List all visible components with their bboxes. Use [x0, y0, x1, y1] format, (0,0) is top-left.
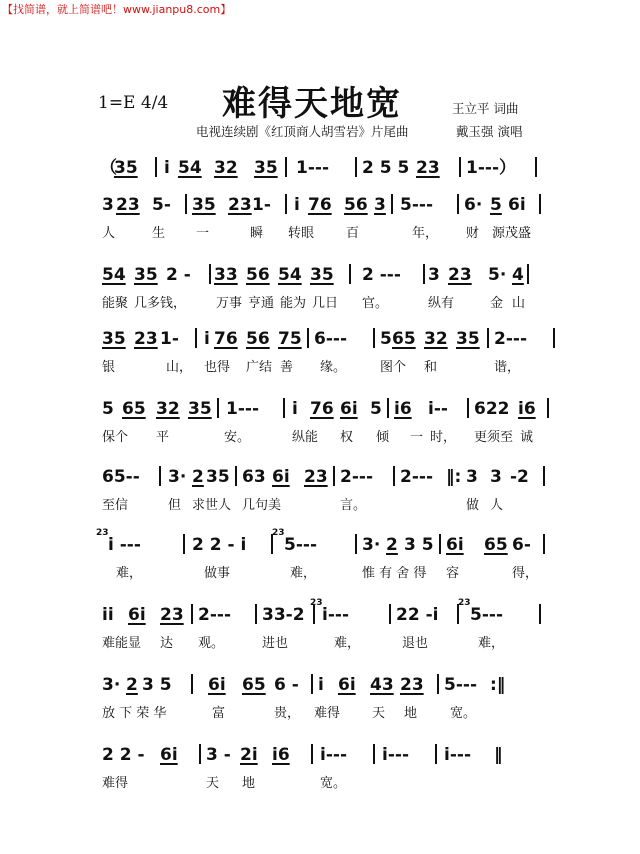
notation-line	[0, 388, 640, 420]
note-group: 2	[126, 675, 138, 695]
note-group: 1-	[160, 329, 179, 349]
bar-line	[311, 744, 313, 764]
bar-line	[387, 398, 389, 418]
note-group: 2	[192, 467, 204, 487]
lyric: 宽。	[450, 706, 477, 721]
note-group: 5	[370, 399, 382, 419]
note-group: 2 -	[166, 265, 191, 285]
lyric: 富	[212, 706, 226, 721]
note-group: i	[318, 675, 324, 695]
lyric: 保个	[102, 430, 129, 445]
note-group: i	[164, 158, 170, 178]
note-group: 54	[278, 265, 302, 285]
note-group: 5	[102, 399, 114, 419]
bar-line	[393, 466, 395, 486]
note-group: 6---	[314, 329, 347, 349]
bar-line	[191, 674, 193, 694]
note-group: 35	[206, 467, 230, 487]
bar-line	[285, 194, 287, 214]
bar-line	[423, 264, 425, 284]
note-group: 23	[116, 195, 140, 215]
note-group: i6	[394, 399, 412, 419]
note-group: 5-	[152, 195, 171, 215]
lyric: 地	[242, 776, 256, 791]
note-group: ‖	[494, 745, 503, 765]
subtitle: 电视连续剧《红顶商人胡雪岩》片尾曲	[196, 124, 409, 139]
lyric: 源茂盛	[492, 226, 532, 241]
score-row	[0, 524, 640, 586]
note-group: 6i	[338, 675, 356, 695]
bar-line	[255, 604, 257, 624]
lyric: 财	[466, 226, 480, 241]
note-group: 1---）	[466, 158, 516, 178]
notation-line	[0, 664, 640, 696]
note-group: 2 5 5	[362, 158, 410, 178]
note-group: 6i	[272, 467, 290, 487]
note-group: 56	[246, 265, 270, 285]
grace-note: 23	[272, 528, 285, 538]
lyricist-composer: 王立平 词曲	[452, 101, 519, 116]
note-group: 76	[310, 399, 334, 419]
note-group: 3·	[168, 467, 187, 487]
lyric: 山	[512, 296, 526, 311]
note-group: 76	[214, 329, 238, 349]
lyric: 天	[372, 706, 386, 721]
lyric: 纵能	[292, 430, 319, 445]
note-group: 65	[122, 399, 146, 419]
note-group: 63	[242, 467, 266, 487]
key-signature: 1=E 4/4	[98, 93, 169, 113]
note-group: 2---	[494, 329, 527, 349]
bar-line	[543, 466, 545, 486]
lyric: 善	[280, 360, 294, 375]
bar-line	[539, 604, 541, 624]
lyric: 难得	[102, 776, 129, 791]
note-group: i	[292, 399, 298, 419]
score-row	[0, 318, 640, 380]
note-group: 23	[134, 329, 158, 349]
note-group: 43	[370, 675, 394, 695]
lyric: 纵有	[428, 296, 455, 311]
note-group: 65--	[102, 467, 140, 487]
bar-line	[535, 157, 537, 177]
note-group: 5	[490, 195, 502, 215]
bar-line	[355, 157, 357, 177]
lyric: 难，	[478, 636, 505, 651]
note-group: 1---	[296, 158, 329, 178]
note-group: 35	[114, 158, 138, 178]
note-group: 3·	[362, 535, 381, 555]
score-row	[0, 388, 640, 450]
note-group: 3·	[102, 675, 121, 695]
note-group: i---	[382, 745, 409, 765]
lyric: 缘。	[320, 360, 347, 375]
note-group: i--	[428, 399, 448, 419]
note-group: 54	[102, 265, 126, 285]
note-group: （	[100, 158, 117, 178]
lyric: 官。	[362, 296, 389, 311]
score-row	[0, 594, 640, 656]
bar-line	[285, 157, 287, 177]
lyric: 百	[346, 226, 360, 241]
lyric: 容	[446, 566, 460, 581]
notation-line	[0, 456, 640, 488]
note-group: 6i	[128, 605, 146, 625]
lyric: 一	[196, 226, 210, 241]
note-group: 2---	[340, 467, 373, 487]
note-group: 33	[214, 265, 238, 285]
bar-line	[467, 398, 469, 418]
lyric: 求世人	[192, 498, 232, 513]
lyric: 难，	[116, 566, 143, 581]
bar-line	[155, 157, 157, 177]
lyric: 金	[490, 296, 504, 311]
note-group: 6i	[208, 675, 226, 695]
grace-note: 23	[96, 528, 109, 538]
lyric: 权	[340, 430, 354, 445]
notation-line	[0, 147, 640, 179]
bar-line	[217, 398, 219, 418]
note-group: 56	[246, 329, 270, 349]
note-group: -2	[510, 467, 529, 487]
score-row	[0, 254, 640, 316]
note-group: :‖	[490, 675, 506, 695]
page-title: 难得天地宽	[222, 84, 402, 124]
note-group: 5---	[400, 195, 433, 215]
bar-line	[349, 264, 351, 284]
lyric: 时，	[430, 430, 457, 445]
bar-line	[373, 328, 375, 348]
lyric: 能为	[280, 296, 307, 311]
lyric: 几多钱，	[134, 296, 187, 311]
bar-line	[311, 674, 313, 694]
notation-line	[0, 524, 640, 556]
lyric: 言。	[340, 498, 367, 513]
note-group: 23	[448, 265, 472, 285]
bar-line	[183, 534, 185, 554]
note-group: 3	[374, 195, 386, 215]
note-group: 35	[456, 329, 480, 349]
lyric: 做事	[204, 566, 231, 581]
note-group: 4	[512, 265, 524, 285]
lyric: 宽。	[320, 776, 347, 791]
lyric: 贵，	[274, 706, 301, 721]
note-group: 2 ---	[362, 265, 401, 285]
note-group: 32	[214, 158, 238, 178]
bar-line	[355, 534, 357, 554]
score-row	[0, 184, 640, 246]
note-group: 35	[254, 158, 278, 178]
note-group: 33-2	[262, 605, 305, 625]
note-group: 5---	[470, 605, 503, 625]
lyric: 几句美	[242, 498, 282, 513]
note-group: 3 5	[404, 535, 434, 555]
lyric: 转眼	[288, 226, 315, 241]
bar-line	[191, 604, 193, 624]
bar-line	[283, 398, 285, 418]
lyric: 和	[424, 360, 438, 375]
score-row	[0, 456, 640, 518]
note-group: 65	[484, 535, 508, 555]
note-group: 6 -	[274, 675, 299, 695]
bar-line	[185, 194, 187, 214]
bar-line	[439, 534, 441, 554]
note-group: 2---	[400, 467, 433, 487]
lyric: 山，	[166, 360, 193, 375]
note-group: 6i	[160, 745, 178, 765]
lyric: 亨通	[248, 296, 275, 311]
note-group: 54	[178, 158, 202, 178]
lyric: 一	[410, 430, 424, 445]
lyric: 惟 有 舍 得	[362, 566, 427, 581]
note-group: 3	[428, 265, 440, 285]
note-group: 22 -i	[396, 605, 439, 625]
score-row	[0, 734, 640, 796]
note-group: 3	[490, 467, 502, 487]
lyric: 放 下 荣 华	[102, 706, 167, 721]
note-group: 1---	[226, 399, 259, 419]
lyric: 难得	[314, 706, 341, 721]
note-group: i6	[272, 745, 290, 765]
note-group: 3 5	[142, 675, 172, 695]
note-group: 76	[308, 195, 332, 215]
lyric: 也得	[204, 360, 231, 375]
bar-line	[307, 328, 309, 348]
lyric: 进也	[262, 636, 289, 651]
note-group: 35	[192, 195, 216, 215]
lyric: 诚	[520, 430, 534, 445]
note-group: 32	[156, 399, 180, 419]
note-group: i---	[320, 745, 347, 765]
note-group: 5---	[284, 535, 317, 555]
note-group: 35	[102, 329, 126, 349]
score-row	[0, 664, 640, 726]
note-group: 23	[228, 195, 252, 215]
singer-credit: 戴玉强 演唱	[456, 124, 523, 139]
lyric: 几日	[312, 296, 339, 311]
note-group: 56	[344, 195, 368, 215]
note-group: 3 -	[206, 745, 231, 765]
lyric: 谐，	[494, 360, 521, 375]
bar-line	[391, 194, 393, 214]
note-group: ii	[102, 605, 114, 625]
lyric: 瞬	[250, 226, 264, 241]
bar-line	[553, 328, 555, 348]
note-group: 2i	[240, 745, 258, 765]
lyric: 倾	[376, 430, 390, 445]
note-group: 65	[242, 675, 266, 695]
lyric: 难，	[290, 566, 317, 581]
notation-line	[0, 734, 640, 766]
lyric: 天	[206, 776, 220, 791]
bar-line	[459, 157, 461, 177]
lyric: 更须至	[474, 430, 514, 445]
note-group: 35	[188, 399, 212, 419]
note-group: 5---	[444, 675, 477, 695]
note-group: 3	[466, 467, 478, 487]
note-group: 32	[424, 329, 448, 349]
note-group: 6·	[464, 195, 483, 215]
bar-line	[437, 674, 439, 694]
lyric: 能聚	[102, 296, 129, 311]
notation-line	[0, 318, 640, 350]
note-group: i6	[518, 399, 536, 419]
note-group: 6-	[512, 535, 531, 555]
lyric: 年，	[412, 226, 439, 241]
bar-line	[199, 744, 201, 764]
note-group: 23	[160, 605, 184, 625]
lyric: 难，	[334, 636, 361, 651]
lyric: 观。	[198, 636, 225, 651]
note-group: i	[204, 329, 210, 349]
bar-line	[547, 398, 549, 418]
note-group: 6i	[446, 535, 464, 555]
note-group: 2	[386, 535, 398, 555]
lyric: 图个	[380, 360, 407, 375]
note-group: i	[294, 195, 300, 215]
note-group: 3	[102, 195, 114, 215]
note-group: 622	[474, 399, 510, 419]
lyric: 做	[466, 498, 480, 513]
grace-note: 23	[310, 598, 323, 608]
bar-line	[527, 264, 529, 284]
bar-line	[373, 744, 375, 764]
bar-line	[539, 194, 541, 214]
bar-line	[195, 328, 197, 348]
note-group: 65	[392, 329, 416, 349]
note-group: 6i	[340, 399, 358, 419]
lyric: 地	[404, 706, 418, 721]
lyric: 生	[152, 226, 166, 241]
note-group: ‖:	[446, 467, 462, 487]
note-group: 2 2 -	[102, 745, 145, 765]
lyric: 平	[156, 430, 170, 445]
lyric: 但	[168, 498, 182, 513]
lyric: 至信	[102, 498, 129, 513]
bar-line	[435, 744, 437, 764]
note-group: 2 2 - i	[192, 535, 247, 555]
bar-line	[209, 264, 211, 284]
site-watermark: 【找简谱，就上简谱吧！www.jianpu8.com】	[2, 3, 232, 16]
note-group: 23	[416, 158, 440, 178]
note-group: i---	[444, 745, 471, 765]
note-group: 75	[278, 329, 302, 349]
lyric: 万事	[216, 296, 243, 311]
note-group: 35	[134, 265, 158, 285]
notation-line	[0, 184, 640, 216]
bar-line	[487, 328, 489, 348]
note-group: 23	[400, 675, 424, 695]
lyric: 安。	[224, 430, 251, 445]
bar-line	[159, 466, 161, 486]
note-group: i ---	[108, 535, 141, 555]
bar-line	[457, 194, 459, 214]
lyric: 人	[490, 498, 504, 513]
note-group: 5·	[488, 265, 507, 285]
lyric: 银	[102, 360, 116, 375]
note-group: 35	[310, 265, 334, 285]
note-group: 2---	[198, 605, 231, 625]
lyric: 退也	[402, 636, 429, 651]
notation-line	[0, 254, 640, 286]
note-group: 6i	[508, 195, 526, 215]
bar-line	[333, 466, 335, 486]
lyric: 人	[102, 226, 116, 241]
lyric: 达	[160, 636, 174, 651]
note-group: 1-	[252, 195, 271, 215]
notation-line	[0, 594, 640, 626]
bar-line	[389, 604, 391, 624]
lyric: 难能显	[102, 636, 142, 651]
note-group: i---	[322, 605, 349, 625]
lyric: 得，	[512, 566, 539, 581]
lyric: 广结	[246, 360, 273, 375]
bar-line	[235, 466, 237, 486]
note-group: 23	[304, 467, 328, 487]
grace-note: 23	[458, 598, 471, 608]
bar-line	[543, 534, 545, 554]
note-group: 5	[380, 329, 392, 349]
